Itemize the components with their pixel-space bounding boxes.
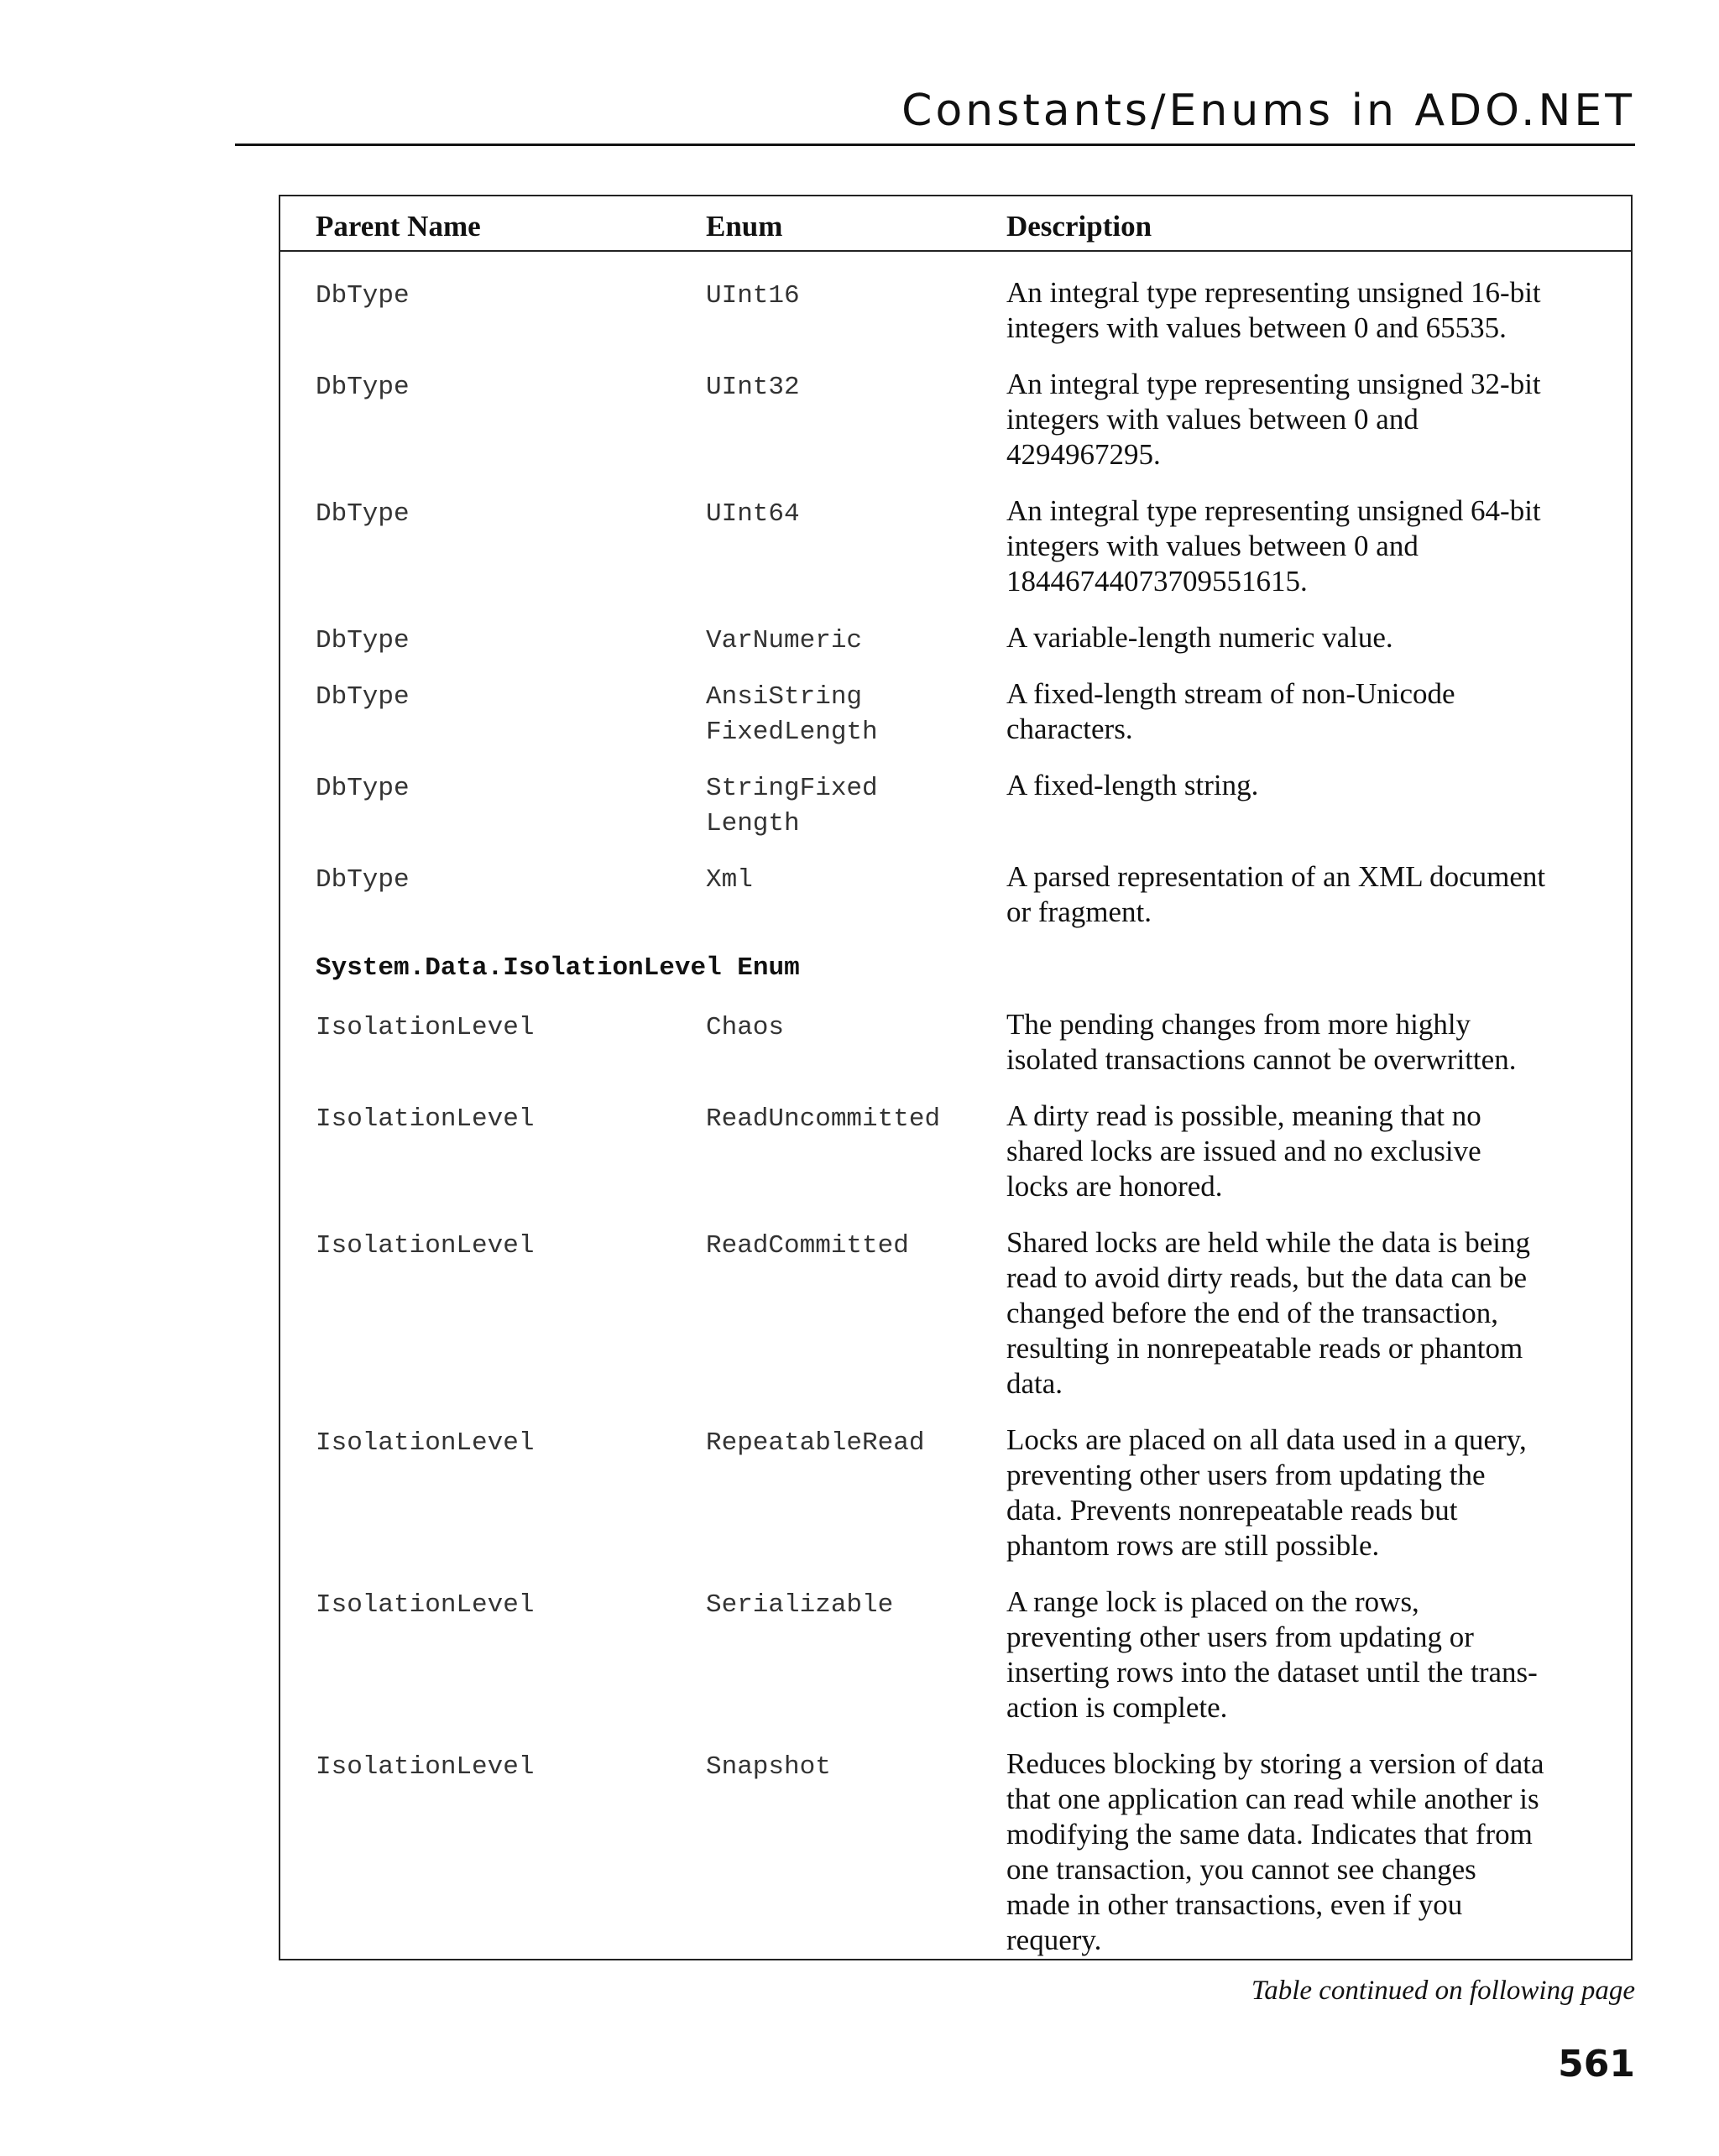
enum-line: Xml <box>706 865 753 895</box>
description-line: Locks are placed on all data used in a query, <box>1006 1423 1527 1456</box>
cell-parent-name: DbType <box>316 682 410 712</box>
description-line: locks are honored. <box>1006 1170 1223 1203</box>
cell-parent-name: IsolationLevel <box>316 1013 535 1042</box>
description-line: inserting rows into the dataset until the trans- <box>1006 1656 1538 1689</box>
cell-description <box>1006 367 1611 472</box>
cell-description <box>1006 1007 1611 1078</box>
cell-parent-name: DbType <box>316 499 410 529</box>
description-line: A dirty read is possible, meaning that no <box>1006 1099 1481 1132</box>
description-line: A fixed-length stream of non-Unicode <box>1006 677 1455 710</box>
table-row <box>280 275 1631 346</box>
page-number: 561 <box>1558 2043 1635 2086</box>
description-line: modifying the same data. Indicates that from <box>1006 1818 1533 1851</box>
cell-enum <box>706 367 800 405</box>
cell-parent-name: IsolationLevel <box>316 1752 535 1782</box>
description-line: requery. <box>1006 1924 1102 1956</box>
description-line: read to avoid dirty reads, but the data can be <box>1006 1261 1528 1294</box>
cell-description <box>1006 275 1611 346</box>
table-body-isolation <box>280 1007 1631 1958</box>
description-line: integers with values between 0 and 65535. <box>1006 311 1507 344</box>
description-line: isolated transactions cannot be overwritten. <box>1006 1043 1517 1076</box>
enum-line: Chaos <box>706 1013 785 1042</box>
description-line: or fragment. <box>1006 895 1152 928</box>
enum-line: VarNumeric <box>706 626 863 655</box>
description-line: made in other transactions, even if you <box>1006 1888 1463 1921</box>
enum-table <box>279 195 1633 1960</box>
description-line: shared locks are issued and no exclusive <box>1006 1135 1481 1167</box>
header-enum: Enum <box>706 210 783 243</box>
table-row <box>280 367 1631 472</box>
cell-parent-name: DbType <box>316 373 410 402</box>
cell-parent-name: DbType <box>316 774 410 803</box>
description-line: An integral type representing unsigned 16-bit <box>1006 276 1541 309</box>
description-line: resulting in nonrepeatable reads or phantom <box>1006 1332 1523 1365</box>
enum-line: FixedLength <box>706 718 878 747</box>
table-row <box>280 620 1631 655</box>
description-line: data. Prevents nonrepeatable reads but <box>1006 1494 1458 1527</box>
description-line: phantom rows are still possible. <box>1006 1529 1380 1562</box>
cell-description <box>1006 1584 1611 1725</box>
description-line: action is complete. <box>1006 1691 1228 1724</box>
cell-parent-name: DbType <box>316 865 410 895</box>
description-line: A range lock is placed on the rows, <box>1006 1585 1419 1618</box>
table-row <box>280 1099 1631 1204</box>
enum-line: Length <box>706 809 800 838</box>
cell-enum <box>706 768 878 842</box>
cell-enum <box>706 493 800 532</box>
description-line: An integral type representing unsigned 64-bit <box>1006 494 1541 527</box>
cell-description <box>1006 1099 1611 1204</box>
enum-line: UInt16 <box>706 281 800 311</box>
cell-description <box>1006 676 1611 747</box>
cell-enum <box>706 275 800 314</box>
cell-parent-name: IsolationLevel <box>316 1231 535 1261</box>
description-line: preventing other users from updating or <box>1006 1621 1474 1653</box>
table-row <box>280 1746 1631 1958</box>
description-line: 4294967295. <box>1006 438 1161 471</box>
enum-line: UInt64 <box>706 499 800 529</box>
table-row <box>280 1225 1631 1402</box>
table-row <box>280 1007 1631 1078</box>
cell-parent-name: IsolationLevel <box>316 1428 535 1458</box>
description-line: integers with values between 0 and <box>1006 530 1419 562</box>
description-line: that one application can read while another is <box>1006 1783 1539 1815</box>
description-line: A variable-length numeric value. <box>1006 621 1393 654</box>
table-header <box>280 196 1631 252</box>
cell-description <box>1006 620 1611 655</box>
cell-enum <box>706 1007 784 1046</box>
cell-description <box>1006 768 1611 803</box>
description-line: characters. <box>1006 713 1133 745</box>
continued-note: Table continued on following page <box>1251 1976 1635 2006</box>
table-row <box>280 676 1631 747</box>
description-line: changed before the end of the transaction, <box>1006 1297 1498 1329</box>
cell-enum <box>706 1584 893 1623</box>
cell-description <box>1006 1423 1611 1563</box>
header-parent-name: Parent Name <box>316 210 481 243</box>
table-row <box>280 1423 1631 1563</box>
header-rule <box>235 144 1635 146</box>
description-line: preventing other users from updating the <box>1006 1459 1486 1491</box>
description-line: A parsed representation of an XML document <box>1006 860 1546 893</box>
description-line: integers with values between 0 and <box>1006 403 1419 436</box>
table-row <box>280 493 1631 599</box>
enum-line: ReadCommitted <box>706 1231 909 1261</box>
header-description: Description <box>1006 210 1152 243</box>
description-line: data. <box>1006 1367 1063 1400</box>
enum-line: StringFixed <box>706 774 878 803</box>
description-line: Reduces blocking by storing a version of data <box>1006 1747 1544 1780</box>
cell-parent-name: DbType <box>316 281 410 311</box>
table-row <box>280 768 1631 838</box>
cell-parent-name: IsolationLevel <box>316 1590 535 1620</box>
cell-enum <box>706 1746 831 1785</box>
cell-description <box>1006 1225 1611 1402</box>
description-line: one transaction, you cannot see changes <box>1006 1853 1476 1886</box>
cell-parent-name: IsolationLevel <box>316 1104 535 1134</box>
enum-line: Snapshot <box>706 1752 831 1782</box>
description-line: 18446744073709551615. <box>1006 565 1308 598</box>
description-line: Shared locks are held while the data is being <box>1006 1226 1530 1259</box>
cell-enum <box>706 1423 924 1461</box>
enum-line: AnsiString <box>706 682 863 712</box>
enum-line: UInt32 <box>706 373 800 402</box>
cell-enum <box>706 1099 940 1137</box>
cell-enum <box>706 859 753 898</box>
running-head: Constants/Enums in ADO.NET <box>901 86 1635 136</box>
table-body <box>280 252 1631 930</box>
cell-enum <box>706 1225 909 1264</box>
enum-line: ReadUncommitted <box>706 1104 941 1134</box>
table-row <box>280 1584 1631 1725</box>
cell-description <box>1006 493 1611 599</box>
enum-line: RepeatableRead <box>706 1428 925 1458</box>
cell-description <box>1006 1746 1611 1958</box>
enum-line: Serializable <box>706 1590 894 1620</box>
cell-enum <box>706 620 862 659</box>
section-heading: System.Data.IsolationLevel Enum <box>316 953 800 983</box>
cell-description <box>1006 859 1611 930</box>
cell-parent-name: DbType <box>316 626 410 655</box>
description-line: An integral type representing unsigned 32-bit <box>1006 368 1541 400</box>
description-line: The pending changes from more highly <box>1006 1008 1471 1041</box>
table-row <box>280 859 1631 930</box>
cell-enum <box>706 676 878 750</box>
description-line: A fixed-length string. <box>1006 769 1259 801</box>
